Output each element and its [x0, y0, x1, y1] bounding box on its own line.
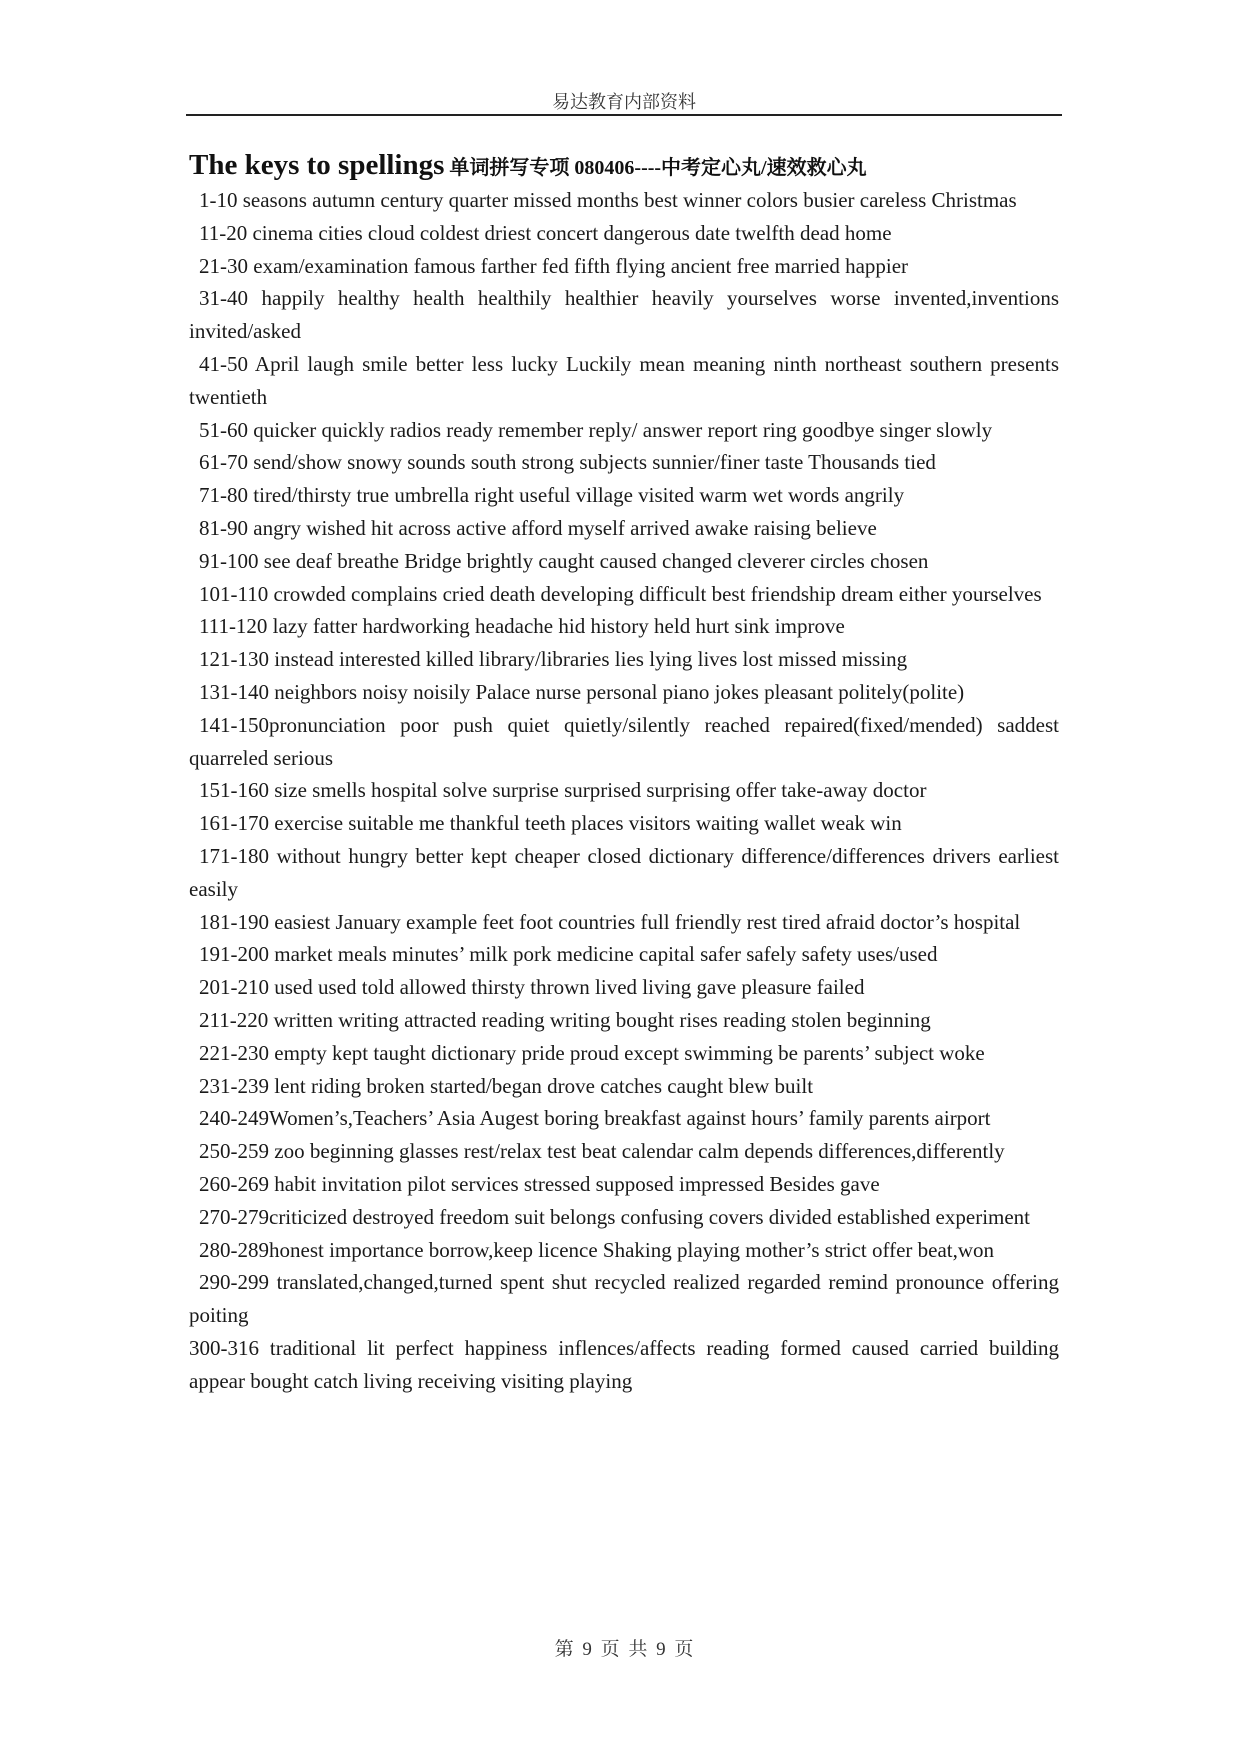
answer-key-entry: 221-230 empty kept taught dictionary pride proud except swimming be parents’ subject woke [199, 1040, 985, 1065]
answer-key-entry: 290-299 translated,changed,turned spent shut recycled realized regarded remind pronounce offering poiting [189, 1270, 1059, 1328]
answer-key-entry: 211-220 written writing attracted reading writing bought rises reading stolen beginning [199, 1007, 931, 1032]
document-title [189, 140, 1059, 184]
answer-key-entry: 11-20 cinema cities cloud coldest driest concert dangerous date twelfth dead home [199, 220, 892, 245]
answer-key-entry: 21-30 exam/examination famous farther fed fifth flying ancient free married happier [199, 253, 909, 278]
answer-key-entry: 231-239 lent riding broken started/began drove catches caught blew built [199, 1073, 814, 1098]
page-number-footer: 第 9 页 共 9 页 [554, 1639, 694, 1660]
answer-key-entry: 181-190 easiest January example feet foot countries full friendly rest tired afraid doctor’s hospital [199, 909, 1021, 934]
title-english: The keys to spellings [189, 149, 445, 181]
answer-key-entry: 61-70 send/show snowy sounds south strong subjects sunnier/finer taste Thousands tied [199, 450, 936, 475]
answer-key-entry: 1-10 seasons autumn century quarter missed months best winner colors busier careless Christmas [199, 188, 1017, 212]
answer-key-entry: 131-140 neighbors noisy noisily Palace nurse personal piano jokes pleasant politely(polite) [199, 679, 965, 704]
answer-key-entry: 250-259 zoo beginning glasses rest/relax test beat calendar calm depends differences,differently [199, 1139, 1005, 1164]
answer-key-list [189, 184, 1059, 1397]
answer-key-entry: 171-180 without hungry better kept cheaper closed dictionary difference/differences drivers earliest easily [189, 843, 1059, 901]
answer-key-entry: 270-279criticized destroyed freedom suit belongs confusing covers divided established experiment [199, 1204, 1031, 1229]
page-header: 易达教育内部资料 [552, 92, 696, 112]
answer-key-entry: 51-60 quicker quickly radios ready remember reply/ answer report ring goodbye singer slowly [199, 417, 993, 442]
answer-key-entry: 81-90 angry wished hit across active afford myself arrived awake raising believe [199, 515, 877, 540]
answer-key-entry: 101-110 crowded complains cried death developing difficult best friendship dream either yourselves [199, 581, 1042, 606]
answer-key-entry: 201-210 used used told allowed thirsty thrown lived living gave pleasure failed [199, 975, 865, 1000]
answer-key-entry: 280-289honest importance borrow,keep licence Shaking playing mother’s strict offer beat,won [199, 1237, 995, 1262]
answer-key-entry: 240-249Women’s,Teachers’ Asia Augest boring breakfast against hours’ family parents airport [199, 1106, 991, 1131]
answer-key-entry: 260-269 habit invitation pilot services stressed supposed impressed Besides gave [199, 1171, 880, 1196]
answer-key-entry: 71-80 tired/thirsty true umbrella right useful village visited warm wet words angrily [199, 483, 905, 508]
answer-key-entry: 191-200 market meals minutes’ milk pork medicine capital safer safely safety uses/used [199, 942, 938, 967]
answer-key-entry: 91-100 see deaf breathe Bridge brightly caught caused changed cleverer circles chosen [199, 548, 929, 573]
answer-key-entry: 121-130 instead interested killed library/libraries lies lying lives lost missed missing [199, 647, 908, 672]
answer-key-entry: 41-50 April laugh smile better less lucky Luckily mean meaning ninth northeast southern presents twentieth [189, 351, 1059, 409]
answer-key-entry: 31-40 happily healthy health healthily healthier heavily yourselves worse invented,inventions invited/asked [189, 286, 1059, 344]
answer-key-entry: 161-170 exercise suitable me thankful teeth places visitors waiting wallet weak win [199, 811, 902, 836]
answer-key-entry: 300-316 traditional lit perfect happiness inflences/affects reading formed caused carried building appear bought catch living receiving visiting playing [189, 1335, 1059, 1393]
header-rule [186, 114, 1062, 116]
answer-key-entry: 111-120 lazy fatter hardworking headache hid history held hurt sink improve [199, 614, 845, 639]
document-body [189, 140, 1059, 1397]
answer-key-entry: 151-160 size smells hospital solve surprise surprised surprising offer take-away doctor [199, 778, 927, 803]
title-chinese: 单词拼写专项 080406----中考定心丸/速效救心丸 [444, 157, 867, 179]
answer-key-entry: 141-150pronunciation poor push quiet quietly/silently reached repaired(fixed/mended) saddest quarreled serious [189, 712, 1059, 770]
